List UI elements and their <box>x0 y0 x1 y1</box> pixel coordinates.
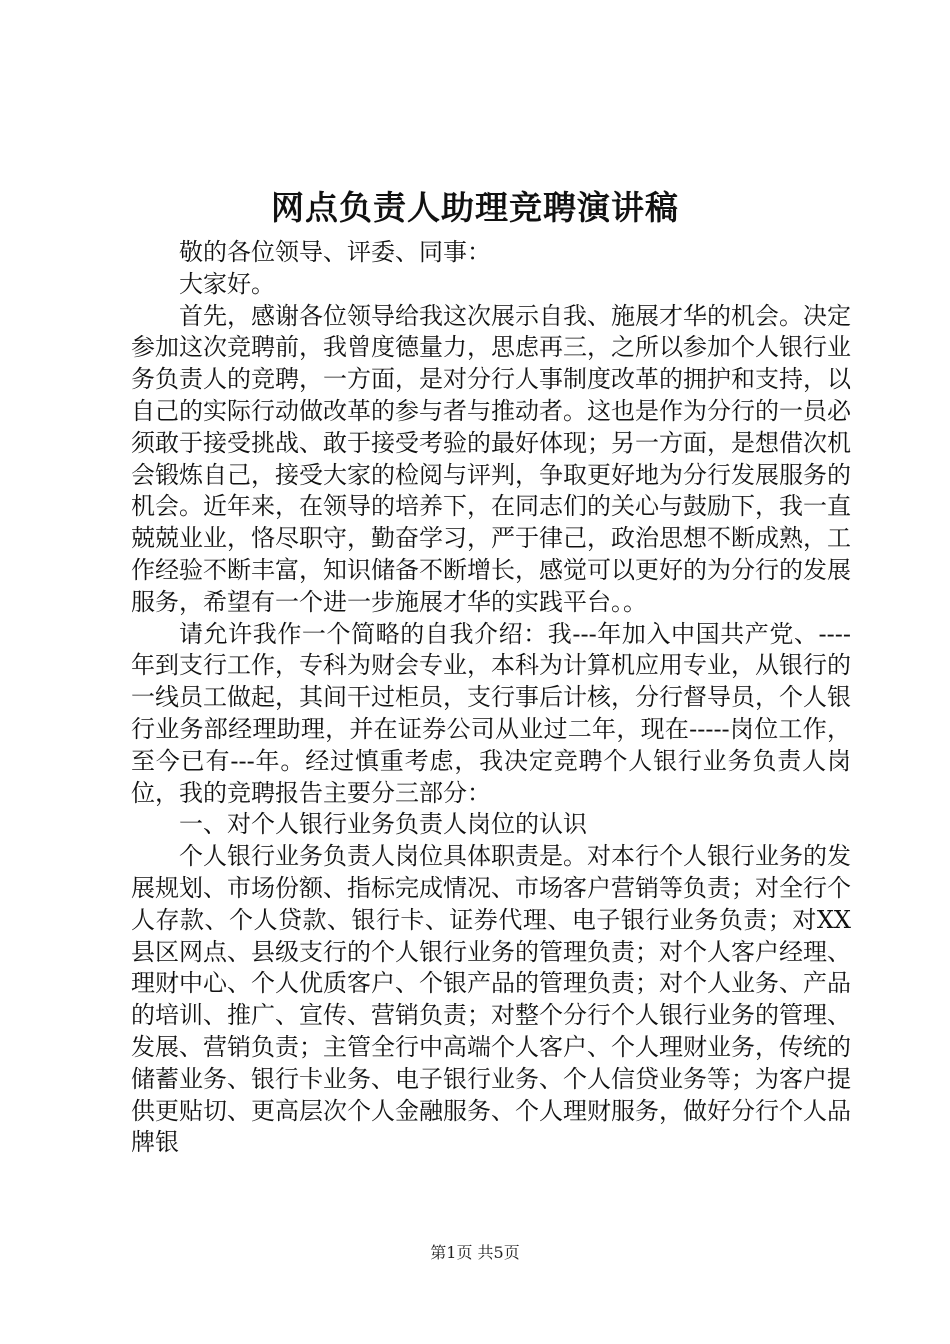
paragraph-intro: 首先，感谢各位领导给我这次展示自我、施展才华的机会。决定参加这次竞聘前，我曾度德量力，思虑再三，之所以参加个人银行业务负责人的竞聘，一方面，是对分行人事制度改革的拥护和支持，以自己的实际行动做改革的参与者与推动者。这也是作为分行的一员必须敢于接受挑战、敢于接受考验的最好体现；另一方面，是想借次机会锻炼自己，接受大家的检阅与评判，争取更好地为分行发展服务的机会。近年来，在领导的培养下，在同志们的关心与鼓励下，我一直兢兢业业，恪尽职守，勤奋学习，严于律己，政治思想不断成熟，工作经验不断丰富，知识储备不断增长，感觉可以更好的为分行的发展服务，希望有一个进一步施展才华的实践平台。。 <box>131 301 851 616</box>
salutation: 敬的各位领导、评委、同事： <box>179 238 491 266</box>
greeting: 大家好。 <box>179 269 275 298</box>
paragraph-self-introduction: 请允许我作一个简略的自我介绍：我---年加入中国共产党、----年到支行工作，专科为财会专业，本科为计算机应用专业，从银行的一线员工做起，其间干过柜员，支行事后计核，分行督导员，个人银行业务部经理助理，并在证券公司从业过二年，现在-----岗位工作，至今已有---年。经过慎重考虑，我决定竞聘个人银行业务负责人岗位，我的竞聘报告主要分三部分： <box>131 619 851 807</box>
page-footer: 第1页 共5页 <box>430 1243 520 1262</box>
section-heading-1: 一、对个人银行业务负责人岗位的认识 <box>179 810 587 839</box>
paragraph-duties: 个人银行业务负责人岗位具体职责是。对本行个人银行业务的发展规划、市场份额、指标完成情况、市场客户营销等负责；对全行个人存款、个人贷款、银行卡、证券代理、电子银行业务负责；对XX县区网点、县级支行的个人银行业务的管理负责；对个人客户经理、理财中心、个人优质客户、个银产品的管理负责；对个人业务、产品的培训、推广、宣传、营销负责；对整个分行个人银行业务的管理、发展、营销负责；主管全行中高端个人客户、个人理财业务，传统的储蓄业务、银行卡业务、电子银行业务、个人信贷业务等；为客户提供更贴切、更高层次个人金融服务、个人理财服务，做好分行个人品牌银 <box>131 842 851 1157</box>
document-title: 网点负责人助理竞聘演讲稿 <box>271 188 679 227</box>
document-body <box>131 237 851 1159</box>
